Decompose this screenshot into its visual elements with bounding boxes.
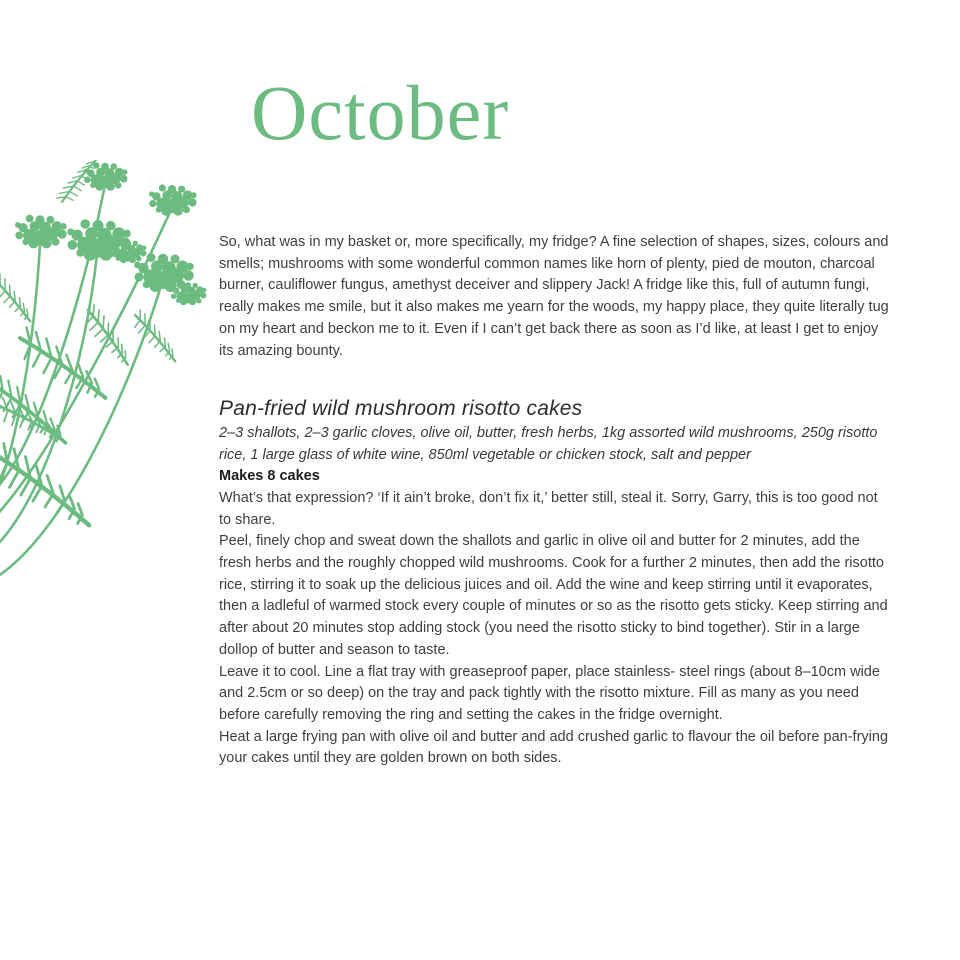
recipe-yield: Makes 8 cakes	[219, 468, 320, 485]
intro-paragraph: So, what was in my basket or, more specifically, my fridge? A fine selection of shapes, sizes, colours and smells; mushrooms with some wonderful common names like horn of plenty, pied de mouton, charcoal burner, cauliflower fungus, amethyst deceiver and slippery Jack! A fridge like this, full of autumn fungi, really makes me smile, but it also makes me yearn for the woods, my happy place, they quite literally tug on my heart and beckon me to it. Even if I can’t get back there as soon as I’d like, at least I get to enjoy its amazing bounty.	[219, 234, 889, 359]
recipe-ingredients: 2–3 shallots, 2–3 garlic cloves, olive oil, butter, fresh herbs, 1kg assorted wild mushrooms, 250g risotto rice, 1 large glass of white wine, 850ml vegetable or chicken stock, salt and pepper	[219, 425, 878, 464]
recipe-paragraph: Peel, finely chop and sweat down the shallots and garlic in olive oil and butter for 2 minutes, add the fresh herbs and the roughly chopped wild mushrooms. Cook for a further 2 minutes, then add the risotto rice, stirring it to soak up the delicious juices and oil. Add the wine and keep stirring until it evaporates, then a ladleful of warmed stock every couple of minutes or so as the risotto gets sticky. Keep stirring and after about 20 minutes stop adding stock (you need the risotto sticky to bind together). Stir in a large dollop of butter and season to taste.	[219, 533, 888, 658]
plant-flowers	[15, 162, 206, 305]
recipe-paragraph: Heat a large frying pan with olive oil and butter and add crushed garlic to flavour the oil before pan-frying your cakes until they are golden brown on both sides.	[219, 728, 889, 767]
article-body	[219, 232, 892, 770]
page-title: October	[251, 69, 510, 156]
recipe-paragraph: Leave it to cool. Line a flat tray with greaseproof paper, place stainless- steel rings (about 8–10cm wide and 2.5cm or so deep) on the tray and pack tightly with the risotto mixture. Fill as many as you need before carefully removing the ring and setting the cakes in the fridge overnight.	[219, 663, 880, 723]
recipe-title: Pan-fried wild mushroom risotto cakes	[219, 397, 583, 421]
recipe-paragraph: What’s that expression? ‘If it ain’t broke, don’t fix it,’ better still, steal it. Sorry, Garry, this is too good not to share.	[219, 489, 878, 528]
botanical-illustration	[0, 160, 212, 600]
